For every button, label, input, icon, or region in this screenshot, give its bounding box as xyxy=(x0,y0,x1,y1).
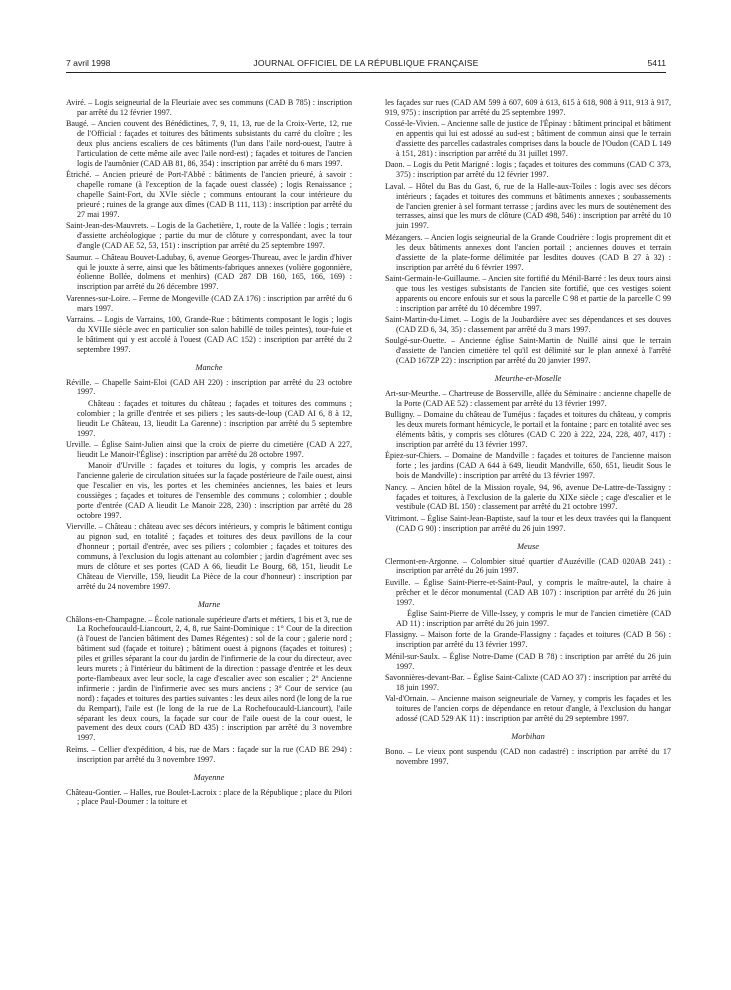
monument-entry: Étriché. – Ancien prieuré de Port-l'Abbé : bâtiments de l'ancien prieuré, à savoir : chapelle romane (à l'exception de la façade ouest classée) ; logis Renaissance ; chapelle Saint-Fort, du XVIe siècle ; communs entourant la cour intérieure du prieuré ; ruines de la grange aux dîmes (CAD B 111, 113) : inscription par arrêté du 27 mai 1997. xyxy=(66,170,352,219)
monument-entry: Baugé. – Ancien couvent des Bénédictines, 7, 9, 11, 13, rue de la Croix-Verte, 12, rue de l'Official : façades et toitures des bâtiments subsistants du carré du cloître ; les deux plus anciens escaliers de ces bâtiments (l'un dans l'aile nord-ouest, l'autre à l'articulation de cette même aile avec l'aile nord-est) ; façades et toitures de l'ancien logis de l'aumônier (CAD AB 81, 86, 354) : inscription par arrêté du 6 mars 1997. xyxy=(66,119,352,168)
monument-entry: Flassigny. – Maison forte de la Grande-Flassigny : façades et toitures (CAD B 56) : inscription par arrêté du 13 février 1997. xyxy=(385,630,671,650)
monument-entry: Cossé-le-Vivien. – Ancienne salle de justice de l'Épinay : bâtiment principal et bâtiment en appentis qui lui est adossé au sud-est ; bâtiment de commun ainsi que le terrain d'assiette des parcelles cadastrales comprises dans la boucle de l'Oudon (CAD L 149 à 151, 281) : inscription par arrêté du 31 juillet 1997. xyxy=(385,119,671,159)
header-rule xyxy=(66,72,666,73)
monument-entry: Saumur. – Château Bouvet-Ladubay, 6, avenue Georges-Thureau, avec le jardin d'hiver qui le jouxte à serre, ainsi que les bâtiments-fabriques annexes (volière gogonnière, éolienne Bollée, dolmens et menhirs) (CAD 287 DB 160, 165, 166, 169) : inscription par arrêté du 26 décembre 1997. xyxy=(66,252,352,292)
department-heading: Meurthe-et-Moselle xyxy=(494,374,562,384)
right-column xyxy=(385,98,671,968)
monument-entry: Nancy. – Ancien hôtel de la Mission royale, 94, 96, avenue De-Lattre-de-Tassigny : façades et toitures, à l'exclusion de la galerie du XIXe siècle ; cage d'escalier et le vestibule (CAD BL 150) : classement par arrêté du 21 octobre 1997. xyxy=(385,482,671,512)
monument-entry: Daon. – Logis du Petit Marigné : logis ; façades et toitures des communs (CAD C 373, 375) : inscription par arrêté du 12 février 1997. xyxy=(385,160,671,180)
department-heading: Morbihan xyxy=(511,732,545,742)
monument-entry: Laval. – Hôtel du Bas du Gast, 6, rue de la Halle-aux-Toiles : logis avec ses décors intérieurs ; façades et toitures des communs et bâtiments annexes ; soubassements de l'ancien grenier à sel formant terrasse ; jardins avec les murs de soutènement des terrasses, ainsi que les murs de clôture (CAD 498, 546) : inscription par arrêté du 10 juin 1997. xyxy=(385,181,671,231)
monument-entry: Châlons-en-Champagne. – École nationale supérieure d'arts et métiers, 1 bis et 3, rue de La Rochefoucauld-Liancourt, 2, 4, 8, rue Saint-Dominique : 1° Cour de la direction (à l'ouest de l'ancien bâtiment des Dames Régentes) : sol de la cour ; galerie nord ; bâtiment sud (façade et toiture) ; bâtiment ouest à pignons (façades et toitures) ; piles et grilles séparant la cour du jardin de l'infirmerie de la cour du directeur, avec leurs murets ; à l'intérieur du bâtiment de la direction : passage d'entrée et les deux porte-flambeaux avec leur socle, la cage d'escalier avec son escalier ; 2° Ancienne infirmerie : jardin de l'infirmerie avec ses murs anciens ; 3° Cour de service (au nord) : façades et toitures des parties suivantes : les deux ailes nord (le long de la rue du Rempart), l'aile est (le long de la rue de La Rochefoucauld-Liancourt), l'aile séparant les deux cours, la façade sur cour de l'aile ouest de la cour ouest, le pavement des deux cours (CAD BD 435) : inscription par arrêté du 3 novembre 1997. xyxy=(66,614,352,743)
monument-entry: Varrains. – Logis de Varrains, 100, Grande-Rue : bâtiments composant le logis ; logis du XVIIIe siècle avec en particulier son salon habillé de toiles peintes), tour-fuie et le bâtiment qui y est accolé à l'ouest (CAD AC 152) : inscription par arrêté du 2 septembre 1997. xyxy=(66,315,352,354)
monument-entry: Ménil-sur-Saulx. – Église Notre-Dame (CAD B 78) : inscription par arrêté du 26 juin 1997. xyxy=(385,651,671,671)
department-heading: Meuse xyxy=(517,541,539,551)
left-column xyxy=(66,98,352,968)
monument-entry: Savonnières-devant-Bar. – Église Saint-Calixte (CAD AO 37) : inscription par arrêté du 18 juin 1997. xyxy=(385,673,671,692)
department-heading: Manche xyxy=(195,362,223,372)
monument-entry: Saint-Jean-des-Mauvrets. – Logis de la Gachetière, 1, route de la Vallée : logis ; terrain d'assiette archéologique ; partie du mur de clôture y correspondant, avec la tour d'angle (CAD AE 52, 53, 151) : inscription par arrêté du 25 septembre 1997. xyxy=(66,221,352,251)
monument-entry: Mézangers. – Ancien logis seigneurial de la Grande Coudrière : logis proprement dit et les deux bâtiments annexes dont l'ancien portail ; anciennes douves et terrain d'assiette de la plate-forme délimitée par lesdites douves (CAD B 27 à 32) : inscription par arrêté du 6 février 1997. xyxy=(385,232,671,272)
journal-title: JOURNAL OFFICIEL DE LA RÉPUBLIQUE FRANÇAISE xyxy=(253,58,479,68)
monument-entry: Bulligny. – Domaine du château de Tuméjus : façades et toitures du château, y compris les deux murets formant hémicycle, le portail et la fontaine ; parc en totalité avec ses éléments bâtis, y compris ses clôtures (CAD C 220 à 222, 224, 228, 407, 417) : inscription par arrêté du 13 février 1997. xyxy=(385,410,671,449)
monument-entry: Art-sur-Meurthe. – Chartreuse de Bosserville, allée du Séminaire : ancienne chapelle de la Porte (CAD AE 52) : classement par arrêté du 13 février 1997. xyxy=(385,388,671,408)
monument-entry: Vitrimont. – Église Saint-Jean-Baptiste, sauf la tour et les deux travées qui la flanquent (CAD G 90) : inscription par arrêté du 26 juin 1997. xyxy=(385,513,671,533)
monument-entry: Clermont-en-Argonne. – Colombier situé quartier d'Auzéville (CAD 020AB 241) : inscription par arrêté du 26 juin 1997. xyxy=(385,556,671,576)
page-header xyxy=(66,58,666,72)
monument-entry: Reims. – Cellier d'expédition, 4 bis, rue de Mars : façade sur la rue (CAD BE 294) : inscription par arrêté du 3 novembre 1997. xyxy=(66,744,352,764)
sub-entry: Manoir d'Urville : façades et toitures du logis, y compris les arcades de l'ancienne galerie de circulation situées sur la façade postérieure de l'aile ouest, ainsi que l'escalier en vis, les portes et les cheminées anciennes, les baies et leurs coussièges ; façades et toitures de l'ensemble des communs ; colombier ; double porte d'entrée (CAD A lieudit Le Manoir 228, 230) : inscription par arrêté du 28 octobre 1997. xyxy=(77,461,352,520)
monument-entry: Épiez-sur-Chiers. – Domaine de Mandville : façades et toitures de l'ancienne maison forte ; les jardins (CAD A 644 à 649, lieudit Mandville, 650, 651, lieudit Sous le bois de Mandville) : inscription par arrêté du 13 février 1997. xyxy=(385,451,671,481)
issue-date: 7 avril 1998 xyxy=(66,58,111,68)
monument-entry: Château-Gontier. – Halles, rue Boulet-Lacroix : place de la République ; place du Pilori ; place Paul-Doumer : la toiture et xyxy=(66,787,352,807)
page-number: 5411 xyxy=(647,58,666,68)
department-heading: Mayenne xyxy=(193,772,225,782)
continued-entry: les façades sur rues (CAD AM 599 à 607, 609 à 613, 615 à 618, 908 à 911, 913 à 917, 919, 975) : inscription par arrêté du 25 septembre 1997. xyxy=(385,98,671,117)
monument-entry: Varennes-sur-Loire. – Ferme de Mongeville (CAD ZA 176) : inscription par arrêté du 6 mars 1997. xyxy=(66,293,352,313)
monument-entry: Urville. – Église Saint-Julien ainsi que la croix de pierre du cimetière (CAD A 227, lieudit Le Manoir-l'Église) : inscription par arrêté du 28 octobre 1997. xyxy=(66,440,352,459)
monument-entry: Réville. – Chapelle Saint-Eloi (CAD AH 220) : inscription par arrêté du 23 octobre 1997. xyxy=(66,377,352,397)
department-heading: Marne xyxy=(197,599,221,609)
monument-entry: Aviré. – Logis seigneurial de la Fleuriaie avec ses communs (CAD B 785) : inscription par arrêté du 12 février 1997. xyxy=(66,98,352,117)
monument-entry: Saint-Germain-le-Guillaume. – Ancien site fortifié du Ménil-Barré : les deux tours ainsi que tous les vestiges subsistants de l'ancien site fortifié, que ces vestiges soient apparents ou encore enfouis sur et sous la parcelle C 98 et partie de la parcelle C 99 : inscription par arrêté du 10 décembre 1997. xyxy=(385,273,671,313)
monument-entry: Euville. – Église Saint-Pierre-et-Saint-Paul, y compris le maître-autel, la chaire à prêcher et le décor monumental (CAD AB 107) : inscription par arrêté du 26 juin 1997. xyxy=(385,577,671,607)
monument-entry: Bono. – Le vieux pont suspendu (CAD non cadastré) : inscription par arrêté du 17 novembre 1997. xyxy=(385,746,671,766)
monument-entry: Val-d'Ornain. – Ancienne maison seigneuriale de Varney, y compris les façades et les toitures de l'ancien corps de dépendance en retour d'angle, à l'exclusion du hangar adossé (CAD 529 AK 11) : inscription par arrêté du 29 septembre 1997. xyxy=(385,694,671,724)
sub-entry: Château : façades et toitures du château ; façades et toitures des communs ; colombier ; la grille d'entrée et ses piliers ; les sauts-de-loup (CAD AI 6, 8 à 12, lieudit Le Château, 13, lieudit La Garenne) : inscription par arrêté du 5 septembre 1997. xyxy=(77,398,352,438)
monument-entry: Vierville. – Château : château avec ses décors intérieurs, y compris le bâtiment contigu au pignon sud, en totalité ; façades et toitures des deux pavillons de la cour d'honneur ; portail d'entrée, avec ses piliers ; colombier ; façades et toitures des communs, à l'exclusion du logis attenant au colombier ; jardin d'agrément avec ses murs de clôture et ses portes (CAD A 66, lieudit Le Bourg, 68, 151, lieudit Le Château de Vierville, 159, lieudit La Pièce de la cour d'honneur) : inscription par arrêté du 24 novembre 1997. xyxy=(66,522,352,591)
monument-entry: Soulgé-sur-Ouette. – Ancienne église Saint-Martin de Nuillé ainsi que le terrain d'assiette de l'ancien cimetière tel qu'il est délimité sur le plan annexé à l'arrêté (CAD 167ZP 22) : inscription par arrêté du 20 janvier 1997. xyxy=(385,336,671,366)
sub-entry: Église Saint-Pierre de Ville-Issey, y compris le mur de l'ancien cimetière (CAD AD 11) : inscription par arrêté du 26 juin 1997. xyxy=(396,609,671,628)
monument-entry: Saint-Martin-du-Limet. – Logis de la Joubardière avec ses dépendances et ses douves (CAD ZD 6, 34, 35) : classement par arrêté du 3 mars 1997. xyxy=(385,315,671,334)
